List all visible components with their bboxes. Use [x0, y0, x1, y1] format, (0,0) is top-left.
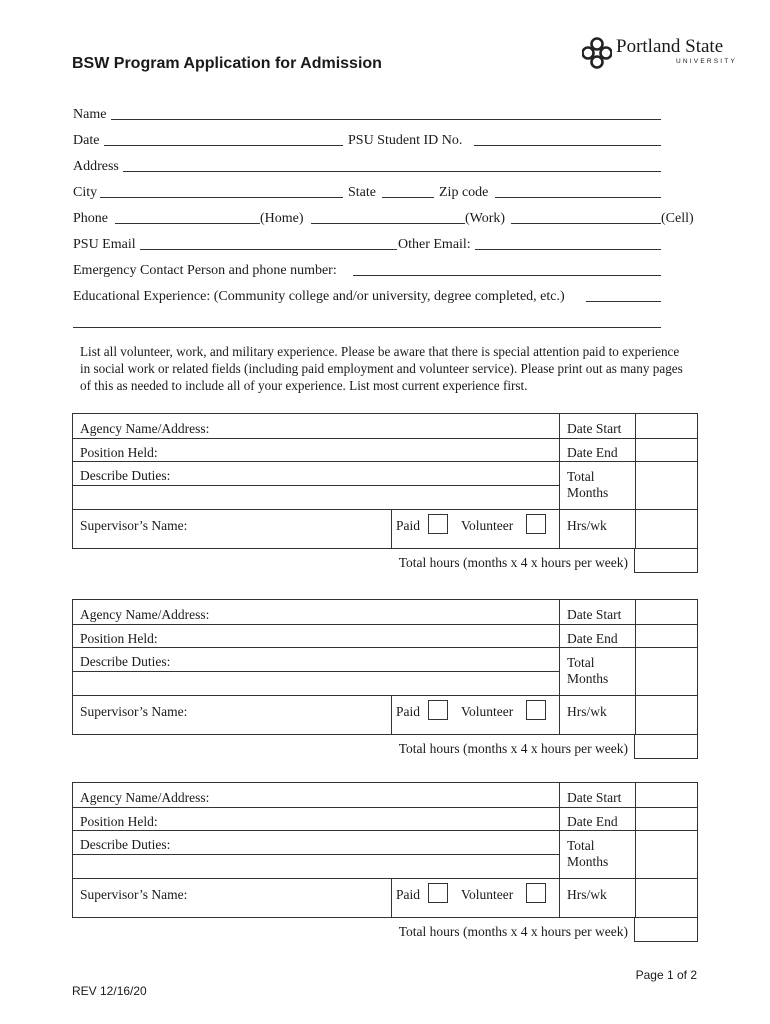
home-phone-field[interactable] — [115, 223, 260, 224]
city-field[interactable] — [100, 197, 343, 198]
zip-field[interactable] — [495, 197, 661, 198]
email-row — [73, 235, 693, 257]
months-label: Months — [567, 671, 609, 686]
emergency-label: Emergency Contact Person and phone number: — [73, 263, 337, 278]
revision-date: REV 12/16/20 — [72, 984, 147, 998]
total-label: Total — [567, 469, 595, 484]
student-id-field[interactable] — [474, 145, 661, 146]
phone-label: Phone — [73, 211, 108, 226]
city-label: City — [73, 185, 98, 200]
column-divider — [559, 600, 560, 735]
row-divider — [73, 624, 559, 625]
total-hours-label: Total hours (months x 4 x hours per week) — [398, 924, 628, 939]
education-field[interactable] — [586, 301, 661, 302]
supervisor-label: Supervisor’s Name: — [80, 704, 188, 719]
row-divider — [559, 647, 698, 648]
row-divider — [73, 461, 559, 462]
phone-row — [73, 209, 693, 231]
volunteer-checkbox[interactable] — [526, 514, 546, 534]
duties-label: Describe Duties: — [80, 837, 171, 852]
work-phone-field[interactable] — [311, 223, 465, 224]
page-number: Page 1 of 2 — [635, 968, 697, 982]
experience-table — [72, 782, 698, 918]
row-divider — [559, 830, 698, 831]
other-email-field[interactable] — [475, 249, 661, 250]
date-start-label: Date Start — [567, 790, 622, 805]
column-divider — [391, 509, 392, 549]
volunteer-label: Volunteer — [461, 704, 514, 719]
date-end-label: Date End — [567, 814, 618, 829]
months-label: Months — [567, 485, 609, 500]
total-hours-field[interactable] — [634, 549, 698, 573]
experience-entry-2 — [72, 599, 698, 759]
date-label: Date — [73, 133, 100, 148]
psu-email-label: PSU Email — [73, 237, 136, 252]
cell-phone-field[interactable] — [511, 223, 661, 224]
months-label: Months — [567, 854, 609, 869]
column-divider — [559, 783, 560, 918]
name-field[interactable] — [111, 119, 661, 120]
education-row-2 — [73, 313, 693, 335]
other-email-label: Other Email: — [398, 237, 471, 252]
total-hours-field[interactable] — [634, 735, 698, 759]
hrs-wk-label: Hrs/wk — [567, 518, 607, 533]
cell-label: (Cell) — [661, 211, 694, 226]
paid-label: Paid — [396, 518, 421, 533]
total-hours-label: Total hours (months x 4 x hours per week) — [398, 741, 628, 756]
agency-label: Agency Name/Address: — [80, 790, 210, 805]
name-label: Name — [73, 107, 107, 122]
column-divider — [635, 783, 636, 918]
position-label: Position Held: — [80, 814, 158, 829]
experience-table — [72, 413, 698, 549]
date-field[interactable] — [104, 145, 343, 146]
date-end-label: Date End — [567, 445, 618, 460]
education-row — [73, 287, 693, 309]
address-row — [73, 157, 693, 179]
date-start-label: Date Start — [567, 421, 622, 436]
paid-checkbox[interactable] — [428, 883, 448, 903]
university-logo — [582, 34, 738, 74]
supervisor-label: Supervisor’s Name: — [80, 887, 188, 902]
agency-label: Agency Name/Address: — [80, 607, 210, 622]
agency-label: Agency Name/Address: — [80, 421, 210, 436]
date-end-label: Date End — [567, 631, 618, 646]
name-row — [73, 105, 693, 127]
column-divider — [391, 695, 392, 735]
duties-label: Describe Duties: — [80, 654, 171, 669]
state-label: State — [348, 185, 376, 200]
row-divider — [559, 438, 698, 439]
volunteer-label: Volunteer — [461, 518, 514, 533]
volunteer-label: Volunteer — [461, 887, 514, 902]
row-divider — [73, 438, 559, 439]
total-hours-field[interactable] — [634, 918, 698, 942]
hrs-wk-label: Hrs/wk — [567, 887, 607, 902]
column-divider — [391, 878, 392, 918]
experience-table — [72, 599, 698, 735]
instructions-text: List all volunteer, work, and military experience. Please be aware that there is special attention paid to experience in social work or related fields (including paid employment and volunteer service). Please print out as many pages of this as needed to include all of your experience. List most current experience first. — [80, 344, 683, 393]
address-label: Address — [73, 159, 119, 174]
state-field[interactable] — [382, 197, 434, 198]
date-row — [73, 131, 693, 153]
total-label: Total — [567, 838, 595, 853]
paid-label: Paid — [396, 887, 421, 902]
emergency-row — [73, 261, 693, 283]
column-divider — [559, 414, 560, 549]
zip-label: Zip code — [439, 185, 489, 200]
row-divider — [73, 854, 559, 855]
row-divider — [73, 878, 698, 879]
page-title: BSW Program Application for Admission — [72, 55, 382, 72]
volunteer-checkbox[interactable] — [526, 883, 546, 903]
date-start-label: Date Start — [567, 607, 622, 622]
column-divider — [635, 414, 636, 549]
position-label: Position Held: — [80, 445, 158, 460]
student-id-label: PSU Student ID No. — [348, 133, 463, 148]
volunteer-checkbox[interactable] — [526, 700, 546, 720]
education-field-2[interactable] — [73, 327, 661, 328]
city-row — [73, 183, 693, 205]
experience-entry-1 — [72, 413, 698, 573]
psu-email-field[interactable] — [140, 249, 397, 250]
total-hours-label: Total hours (months x 4 x hours per week) — [398, 555, 628, 570]
paid-label: Paid — [396, 704, 421, 719]
position-label: Position Held: — [80, 631, 158, 646]
experience-entry-3 — [72, 782, 698, 942]
education-label: Educational Experience: (Community college and/or university, degree completed, etc.) — [73, 289, 565, 304]
column-divider — [635, 600, 636, 735]
row-divider — [73, 647, 559, 648]
address-field[interactable] — [123, 171, 661, 172]
emergency-field[interactable] — [353, 275, 661, 276]
row-divider — [73, 485, 559, 486]
supervisor-label: Supervisor’s Name: — [80, 518, 188, 533]
paid-checkbox[interactable] — [428, 514, 448, 534]
total-label: Total — [567, 655, 595, 670]
row-divider — [73, 695, 698, 696]
row-divider — [73, 807, 559, 808]
row-divider — [73, 509, 698, 510]
duties-label: Describe Duties: — [80, 468, 171, 483]
row-divider — [559, 624, 698, 625]
paid-checkbox[interactable] — [428, 700, 448, 720]
work-label: (Work) — [465, 211, 506, 226]
row-divider — [73, 671, 559, 672]
logo-subtitle: UNIVERSITY — [676, 58, 738, 65]
row-divider — [73, 830, 559, 831]
row-divider — [559, 807, 698, 808]
row-divider — [559, 461, 698, 462]
logo-wordmark: Portland State — [616, 36, 724, 57]
psu-logo-icon — [582, 36, 612, 70]
home-label: (Home) — [260, 211, 304, 226]
hrs-wk-label: Hrs/wk — [567, 704, 607, 719]
